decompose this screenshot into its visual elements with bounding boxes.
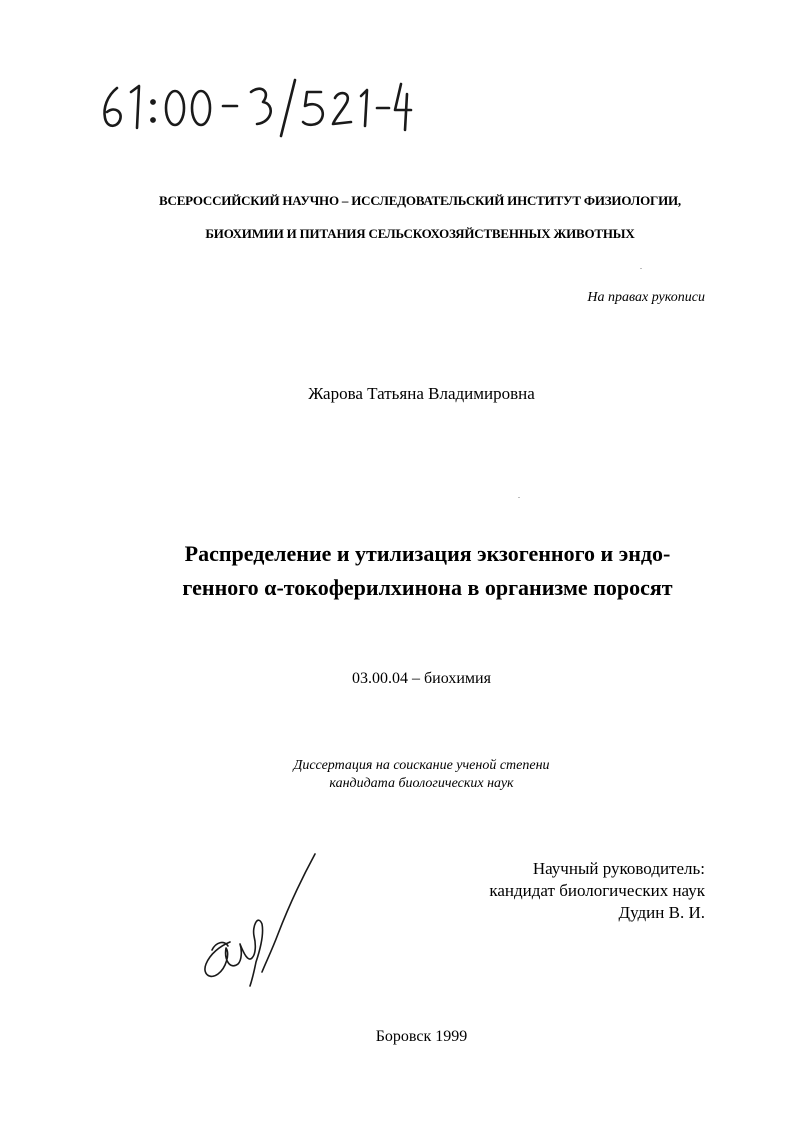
scan-speck	[640, 268, 642, 269]
author-name: Жарова Татьяна Владимировна	[308, 384, 535, 403]
rights-note: На правах рукописи	[587, 290, 705, 305]
degree-statement-line-2: кандидата биологических наук	[329, 776, 514, 791]
institute-name-line-2: БИОХИМИИ И ПИТАНИЯ СЕЛЬСКОХОЗЯЙСТВЕННЫХ ЖИВОТНЫХ	[205, 226, 635, 241]
institute-name-line-1: ВСЕРОССИЙСКИЙ НАУЧНО – ИССЛЕДОВАТЕЛЬСКИЙ ИНСТИТУТ ФИЗИОЛОГИИ,	[159, 193, 681, 208]
supervisor-name: Дудин В. И.	[618, 903, 705, 922]
degree-statement-line-1: Диссертация на соискание ученой степени	[293, 758, 550, 773]
handwritten-signature-icon	[190, 850, 330, 990]
supervisor-label: Научный руководитель:	[532, 859, 705, 878]
dissertation-title-line-1: Распределение и утилизация экзогенного и эндо-	[184, 541, 671, 566]
handwritten-shelfmark	[95, 70, 415, 140]
scan-speck	[518, 497, 520, 498]
dissertation-title-line-2: генного α-токоферилхинона в организме поросят	[182, 575, 673, 600]
supervisor-degree: кандидат биологических наук	[489, 881, 705, 900]
specialty-code: 03.00.04 – биохимия	[352, 670, 491, 687]
place-and-year: Боровск 1999	[375, 1028, 468, 1045]
